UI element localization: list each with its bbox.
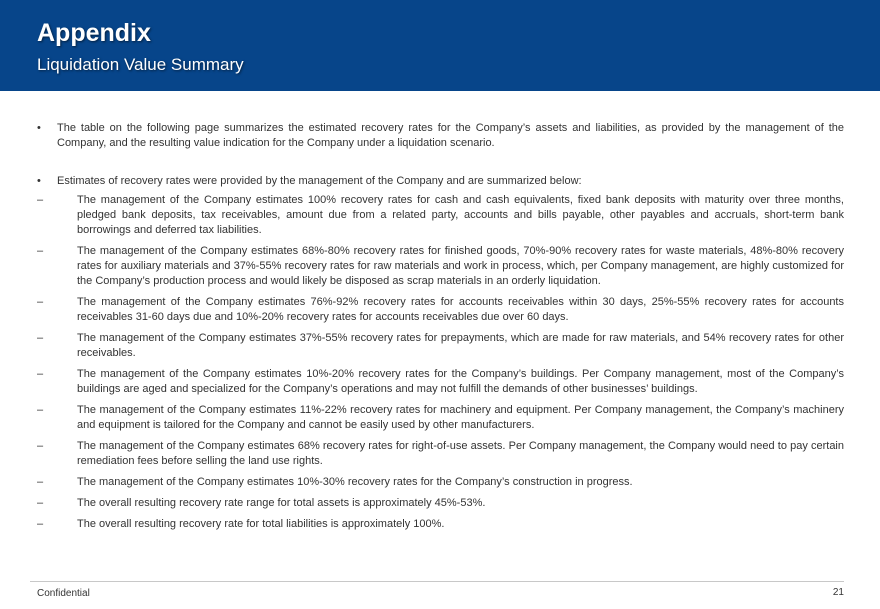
content-body <box>37 121 844 538</box>
sub-bullet-text: The management of the Company estimates 37%-55% recovery rates for prepayments, which are made for raw materials, and 54% recovery rates for other receivables. <box>77 332 844 359</box>
dash-marker: – <box>37 245 44 257</box>
sub-bullet-item <box>37 517 844 532</box>
sub-bullet-item <box>37 475 844 490</box>
bullet-summary <box>37 121 844 151</box>
sub-bullet-item <box>37 193 844 238</box>
dash-marker: – <box>37 194 44 206</box>
sub-bullet-list <box>37 193 844 532</box>
bullet-marker: • <box>37 175 41 187</box>
sub-bullet-text: The management of the Company estimates 10%-20% recovery rates for the Company’s buildings. Per Company management, most of the Company’s buildings are aged and specialized for the Company’s operations and may not fulfill the demands of other businesses’ buildings. <box>77 368 844 395</box>
sub-bullet-text: The management of the Company estimates 68%-80% recovery rates for finished goods, 70%-90% recovery rates for waste materials, 48%-80% recovery rates for auxiliary materials and 37%-55% recovery rates for raw materials and work in process, which, per Company management, are highly customized for the Company’s production process and would likely be disposed as scrap materials in an orderly liquidation. <box>77 245 844 287</box>
sub-bullet-text: The management of the Company estimates 10%-30% recovery rates for the Company’s construction in progress. <box>77 476 633 488</box>
sub-bullet-text: The management of the Company estimates 76%-92% recovery rates for accounts receivables within 30 days, 25%-55% recovery rates for accounts receivables 31-60 days due and 10%-20% recovery rates for accounts receivables due over 60 days. <box>77 296 844 323</box>
sub-bullet-item <box>37 439 844 469</box>
sub-bullet-text: The overall resulting recovery rate for total liabilities is approximately 100%. <box>77 518 445 530</box>
bullet-text: The table on the following page summarizes the estimated recovery rates for the Company’s assets and liabilities, as provided by the management of the Company, and the resulting value indication for the Company under a liquidation scenario. <box>57 122 844 149</box>
header-banner <box>0 0 880 91</box>
sub-bullet-item <box>37 367 844 397</box>
page-subtitle: Liquidation Value Summary <box>37 55 244 74</box>
dash-marker: – <box>37 518 44 530</box>
bullet-estimates <box>37 174 844 189</box>
bullet-marker: • <box>37 122 41 134</box>
sub-bullet-item <box>37 403 844 433</box>
page-number: 21 <box>832 587 844 598</box>
sub-bullet-text: The management of the Company estimates 68% recovery rates for right-of-use assets. Per Company management, the Company would need to pay certain remediation fees before selling the land use rights. <box>77 440 844 467</box>
dash-marker: – <box>37 476 44 488</box>
sub-bullet-item <box>37 331 844 361</box>
sub-bullet-text: The overall resulting recovery rate range for total assets is approximately 45%-53%. <box>77 497 486 509</box>
bullet-text: Estimates of recovery rates were provided by the management of the Company and are summarized below: <box>57 175 582 187</box>
dash-marker: – <box>37 368 44 380</box>
sub-bullet-item <box>37 496 844 511</box>
page-title: Appendix <box>37 19 151 47</box>
footer-confidential: Confidential <box>37 588 90 599</box>
dash-marker: – <box>37 296 44 308</box>
sub-bullet-item <box>37 295 844 325</box>
dash-marker: – <box>37 440 44 452</box>
footer-divider <box>30 581 844 582</box>
dash-marker: – <box>37 497 44 509</box>
sub-bullet-item <box>37 244 844 289</box>
dash-marker: – <box>37 404 44 416</box>
sub-bullet-text: The management of the Company estimates 100% recovery rates for cash and cash equivalents, fixed bank deposits with maturity over three months, pledged bank deposits, tax receivables, amount due from a related party, accounts and bills payable, other payables and accruals, short-term bank borrowings and deferred tax liabilities. <box>77 194 844 236</box>
dash-marker: – <box>37 332 44 344</box>
sub-bullet-text: The management of the Company estimates 11%-22% recovery rates for machinery and equipment. Per Company management, the Company’s machinery and equipment is tailored for the Company and cannot be easily used by other manufacturers. <box>77 404 844 431</box>
